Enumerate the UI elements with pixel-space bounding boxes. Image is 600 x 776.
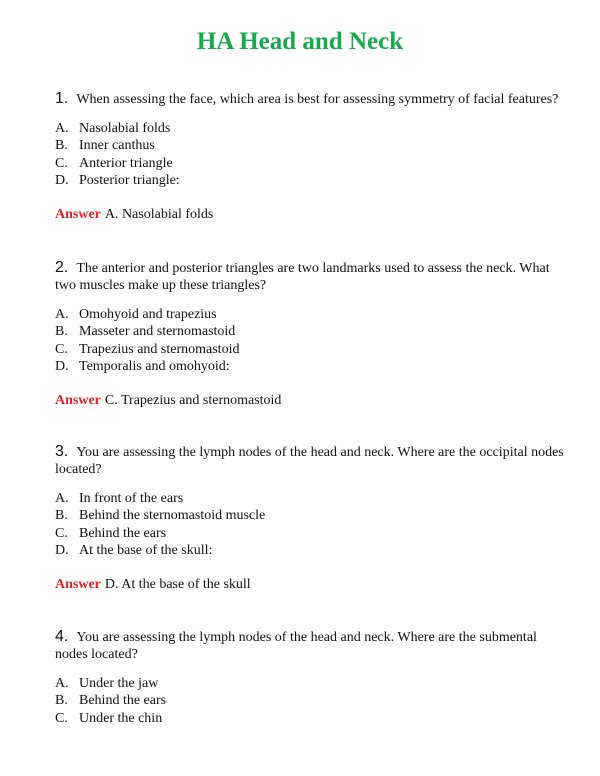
option-text: Behind the ears [79,693,167,709]
option-letter: D. [55,543,69,559]
option-c [55,525,565,542]
option-letter: C. [55,525,68,541]
answer-text: C. Trapezius and sternomastoid [104,392,282,408]
option-letter: C. [55,341,68,357]
option-text: Behind the sternomastoid muscle [79,508,266,524]
option-text: Under the chin [79,710,163,726]
options-list [55,490,565,560]
page-title: HA Head and Neck [196,28,404,55]
option-letter: C. [55,155,68,171]
option-c [55,341,565,358]
answer-label: Answer [55,392,101,408]
option-text: Inner canthus [79,138,155,154]
option-b [55,692,565,709]
answer-label: Answer [55,206,101,222]
option-letter: B. [55,508,68,524]
question-prompt: The anterior and posterior triangles are two landmarks used to assess the neck. What two muscles make up these triangles? [55,261,550,293]
option-letter: A. [55,491,69,506]
option-b [55,507,565,524]
question-prompt: You are assessing the lymph nodes of the head and neck. Where are the occipital nodes located? [55,445,564,477]
answer-text: D. At the base of the skull [104,576,251,592]
option-text: Posterior triangle: [79,173,180,189]
option-d [55,172,565,189]
option-letter: A. [55,307,69,322]
option-text: Omohyoid and trapezius [79,307,217,322]
option-letter: C. [55,710,68,726]
option-text: Masseter and sternomastoid [79,324,236,340]
question-number: 2. [55,259,69,276]
options-list [55,675,565,727]
option-text: Behind the ears [79,525,167,541]
question-number: 1. [55,90,69,107]
question-2 [55,259,565,409]
option-text: Anterior triangle [79,155,173,171]
options-list [55,120,565,190]
option-letter: B. [55,693,68,709]
option-d [55,542,565,559]
question-4 [55,628,565,727]
option-c [55,710,565,727]
option-letter: B. [55,324,68,340]
option-text: At the base of the skull: [79,543,213,559]
question-number: 3. [55,443,69,460]
options-list [55,306,565,376]
question-1 [55,90,565,223]
option-text: Trapezius and sternomastoid [79,341,240,357]
answer-text: A. Nasolabial folds [104,206,214,222]
option-d [55,358,565,375]
option-a [55,675,565,692]
option-b [55,137,565,154]
question-text [55,90,565,108]
answer-label: Answer [55,576,101,592]
question-prompt: When assessing the face, which area is best for assessing symmetry of facial features? [76,92,559,107]
question-number: 4. [55,628,69,645]
option-letter: A. [55,121,69,136]
option-text: In front of the ears [79,491,184,506]
option-a [55,120,565,137]
question-prompt: You are assessing the lymph nodes of the head and neck. Where are the submental nodes located? [55,630,537,662]
option-text: Nasolabial folds [79,121,171,136]
answer-line [55,393,565,409]
option-b [55,323,565,340]
question-text [55,628,565,663]
answer-line [55,207,565,223]
option-a [55,306,565,323]
question-text [55,259,565,294]
question-text [55,443,565,478]
question-3 [55,443,565,593]
option-c [55,155,565,172]
option-letter: A. [55,676,69,691]
answer-line [55,577,565,593]
option-a [55,490,565,507]
option-letter: D. [55,173,69,189]
option-text: Temporalis and omohyoid: [79,359,230,375]
option-letter: B. [55,138,68,154]
option-letter: D. [55,359,69,375]
option-text: Under the jaw [79,676,159,691]
